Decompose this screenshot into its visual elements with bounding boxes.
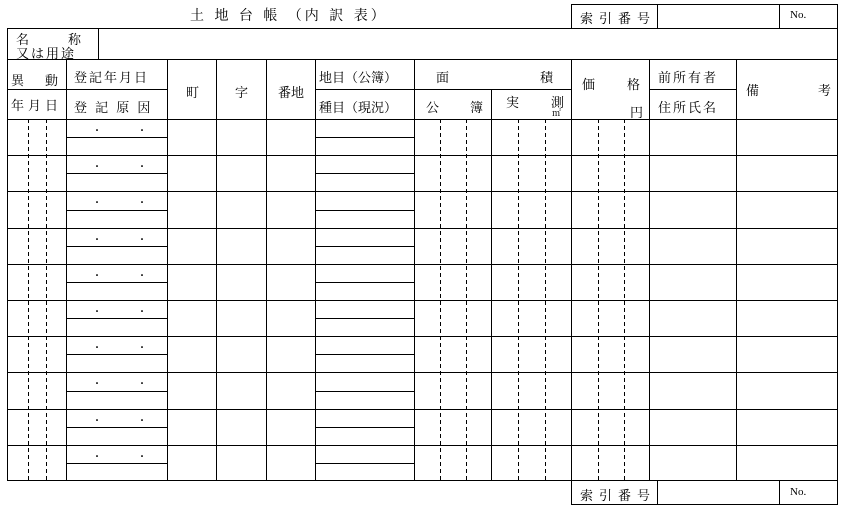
header-actual-2: 測 — [551, 96, 565, 111]
header-aza: 字 — [235, 86, 249, 101]
date-separator: ・ — [137, 126, 147, 137]
header-yen: 円 — [630, 106, 644, 121]
date-separator: ・ — [92, 307, 102, 318]
date-separator: ・ — [92, 126, 102, 137]
index-label-bottom: 索引番号 — [580, 489, 657, 504]
date-separator: ・ — [137, 379, 147, 391]
header-land-type: 種目（現況） — [319, 101, 398, 116]
header-change: 異 動 — [11, 74, 63, 89]
header-area: 面 — [436, 71, 450, 86]
index-label-top: 索引番号 — [580, 12, 657, 27]
table-row[interactable] — [7, 119, 838, 155]
table-row[interactable] — [7, 409, 838, 445]
date-separator: ・ — [92, 343, 102, 355]
header-land-category: 地目（公簿） — [319, 71, 398, 86]
date-separator: ・ — [137, 451, 147, 463]
header-change-date: 年月日 — [11, 99, 63, 114]
date-separator: ・ — [92, 162, 102, 174]
header-prev-owner: 前所有者 — [658, 71, 719, 86]
date-separator: ・ — [92, 415, 102, 427]
usage-label: 又は用途 — [16, 47, 77, 62]
date-separator: ・ — [137, 162, 147, 174]
table-row[interactable] — [7, 445, 838, 481]
date-separator: ・ — [92, 234, 102, 246]
header-reg-cause: 登 記 原 因 — [74, 101, 153, 116]
table-row[interactable] — [7, 264, 838, 300]
no-label-bottom: No. — [790, 486, 807, 498]
header-reg-date: 登記年月日 — [74, 71, 150, 86]
date-separator: ・ — [137, 343, 147, 355]
header-actual: 実 — [506, 96, 520, 111]
date-separator: ・ — [137, 198, 147, 210]
header-price: 価 — [582, 78, 596, 93]
index-number-input-bottom[interactable] — [659, 482, 777, 503]
table-row[interactable] — [7, 155, 838, 191]
header-town: 町 — [186, 86, 200, 101]
page-title: 土 地 台 帳 （内 訳 表） — [190, 8, 388, 24]
header-remarks-2: 考 — [818, 84, 832, 99]
table-row[interactable] — [7, 336, 838, 372]
date-separator: ・ — [92, 198, 102, 210]
date-separator: ・ — [137, 234, 147, 246]
header-sqm: ㎡ — [552, 109, 562, 119]
header-official-2: 簿 — [470, 101, 484, 116]
name-label: 名 称 — [16, 33, 82, 48]
table-row[interactable] — [7, 228, 838, 264]
date-separator: ・ — [137, 307, 147, 318]
no-label-top: No. — [790, 9, 807, 21]
header-address-name: 住所氏名 — [658, 101, 719, 116]
date-separator: ・ — [92, 270, 102, 282]
header-price-2: 格 — [627, 78, 641, 93]
date-separator: ・ — [92, 451, 102, 463]
header-official: 公 — [426, 101, 440, 116]
header-area-2: 積 — [540, 71, 554, 86]
header-remarks: 備 — [746, 84, 760, 99]
no-input-bottom[interactable] — [806, 482, 836, 503]
date-separator: ・ — [92, 379, 102, 391]
date-separator: ・ — [137, 415, 147, 427]
date-separator: ・ — [137, 270, 147, 282]
table-row[interactable] — [7, 191, 838, 227]
header-lot: 番地 — [278, 86, 305, 101]
table-row[interactable] — [7, 372, 838, 408]
table-row[interactable] — [7, 300, 838, 336]
